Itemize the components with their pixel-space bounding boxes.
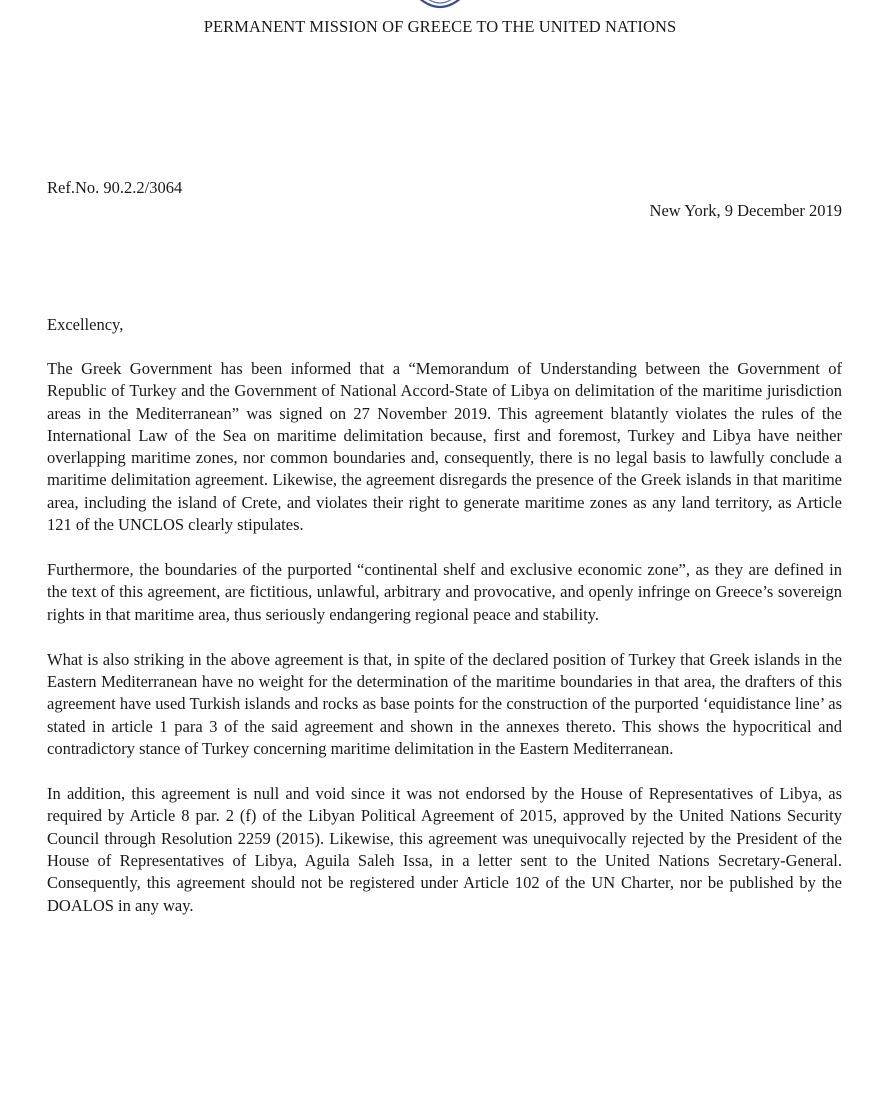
reference-number: Ref.No. 90.2.2/3064 [47,178,183,197]
greek-coat-of-arms-icon [415,0,465,12]
letter-body [47,358,842,940]
paragraph: Furthermore, the boundaries of the purported “continental shelf and exclusive economic zone”, as they are defined in the text of this agreement, are fictitious, unlawful, arbitrary and provocative, and openly infringe on Greece’s sovereign rights in that maritime area, thus seriously endangering regional peace and stability. [47,560,842,624]
paragraph: In addition, this agreement is null and void since it was not endorsed by the House of Representatives of Libya, as required by Article 8 par. 2 (f) of the Libyan Political Agreement of 2015, approved by the United Nations Security Council through Resolution 2259 (2015). Likewise, this agreement was unequivocally rejected by the President of the House of Representatives of Libya, Aguila Saleh Issa, in a letter sent to the United Nations Secretary-General. Consequently, this agreement should not be registered under Article 102 of the UN Charter, nor be published by the DOALOS in any way. [47,784,842,915]
letter-date: New York, 9 December 2019 [649,201,842,220]
salutation: Excellency, [47,315,124,334]
paragraph: The Greek Government has been informed that a “Memorandum of Understanding between the Government of Republic of Turkey and the Government of National Accord-State of Libya on delimitation of the maritime jurisdiction areas in the Mediterranean” was signed on 27 November 2019. This agreement blatantly violates the rules of the International Law of the Sea on maritime delimitation because, first and foremost, Turkey and Libya have neither overlapping maritime zones, nor common boundaries and, consequently, there is no legal basis to lawfully conclude a maritime delimitation agreement. Likewise, the agreement disregards the presence of the Greek islands in that maritime area, including the island of Crete, and violates their right to generate maritime zones as any land territory, as Article 121 of the UNCLOS clearly stipulates. [47,359,842,535]
paragraph: What is also striking in the above agreement is that, in spite of the declared position of Turkey that Greek islands in the Eastern Mediterranean have no weight for the determination of the maritime boundaries in that area, the drafters of this agreement have used Turkish islands and rocks as base points for the construction of the purported ‘equidistance line’ as stated in article 1 para 3 of the said agreement and shown in the annexes thereto. This shows the hypocritical and contradictory stance of Turkey concerning maritime delimitation in the Eastern Mediterranean. [47,649,842,759]
mission-letterhead: PERMANENT MISSION OF GREECE TO THE UNITED NATIONS [203,17,677,36]
